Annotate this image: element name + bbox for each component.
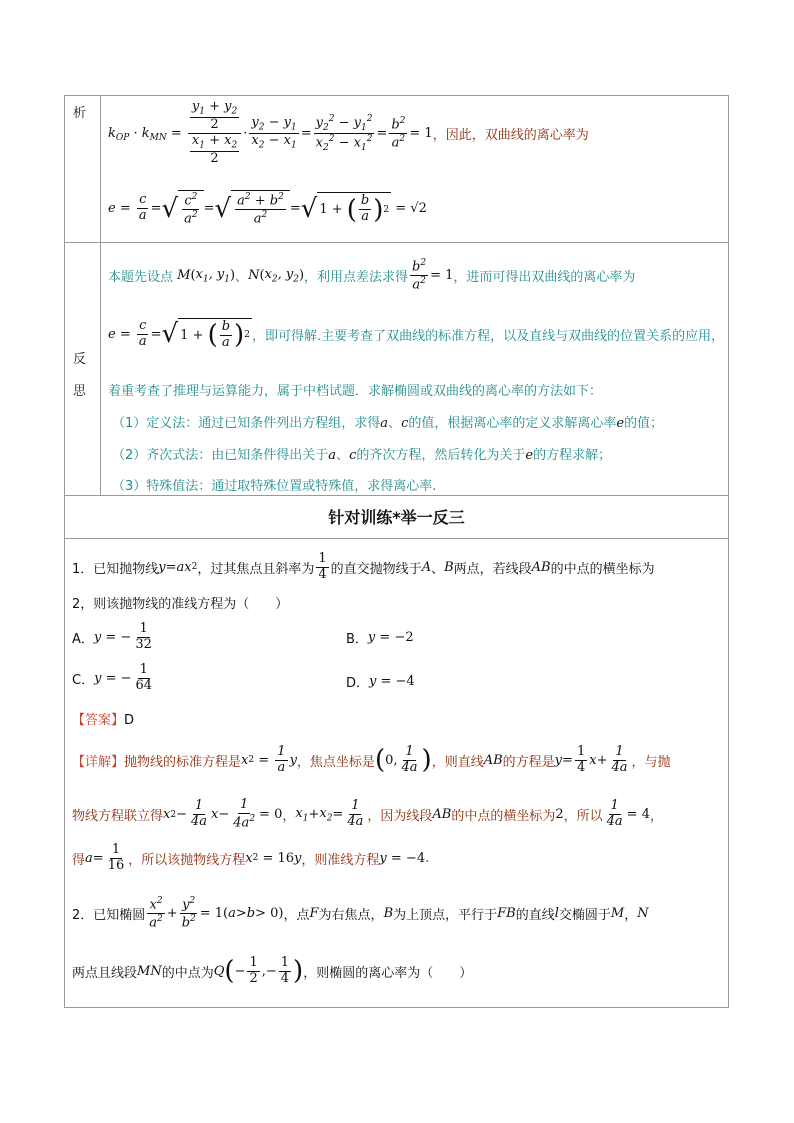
method-text: 、: [388, 416, 402, 431]
q2-text: 交椭圆于: [558, 908, 611, 924]
detail-text: ，: [649, 809, 663, 825]
detail-text: ，焦点坐标是: [296, 754, 375, 770]
reflection-text: 着重考查了推理与运算能力，属于中档试题．求解椭圆或双曲线的离心率的方法如下：: [108, 384, 603, 399]
q1-stem-line-1: 1．已知抛物线 y = ax 2 ，过其焦点且斜率为 $\frac{1}{4}$ 的直交抛物线于 A 、 B 两点，若线段 AB 的中点的横坐标为: [72, 551, 655, 582]
method-text: 的方程求解；: [533, 448, 612, 463]
method-text: 、: [336, 448, 350, 463]
answer-value: D: [124, 713, 135, 728]
detail-text: .: [425, 850, 430, 866]
detail-text: ，则直线: [431, 754, 484, 770]
label-column-divider: [100, 95, 101, 495]
q2-text: 的直线: [515, 908, 555, 924]
method-text: （1）定义法：通过已知条件列出方程组，求得: [112, 416, 381, 431]
analysis-formula-1: k $_{OP}$ · k $_{MN}$ = $\frac{\frac{y_1 + y_2}{2}}{\frac{x_1 + x_2}{2}}$ · $\frac{y_2 - y_1}{x_2 - x_1}$ = $\frac{y_2^2 - y_1^2}{x_2^2 - x_1^2}$ = $\frac{b^2}{a^2}$ = 1 ，因此，双曲线的离心率为: [108, 99, 589, 166]
row-divider: [64, 538, 729, 539]
q2-text: 两点且线段: [72, 965, 138, 981]
method-1: （1）定义法：通过已知条件列出方程组，求得a、c的值，根据离心率的定义求解离心率e的值；: [112, 416, 664, 431]
detail-line-1: 【详解】 抛物线的标准方程是 x 2 = $\frac{1}{a}$ y ，焦点坐标是 ( 0, $\frac{1}{4a}$ ) ，则直线 AB 的方程是 y = $\frac{1}{4}$ x + $\frac{1}{4a}$ ，与抛: [72, 744, 671, 776]
detail-text: 的中点的横坐标为: [451, 809, 556, 825]
analysis-text: ，因此，双曲线的离心率为: [432, 127, 589, 143]
detail-text: ，: [282, 809, 296, 825]
reflection-text: ，利用点差法求得: [304, 270, 409, 286]
detail-text: ，因为线段: [367, 809, 433, 825]
q2-text: 为上顶点，平行于: [393, 908, 498, 924]
row-divider: [64, 495, 729, 496]
q2-stem-line-1: 2．已知椭圆 $\frac{x^2}{a^2}$ + $\frac{y^2}{b^2}$ = 1( a > b > 0) ，点 F 为右焦点， B 为上顶点，平行于 FB 的直线 l 交椭圆于 M ， N: [72, 896, 649, 931]
option-c[interactable]: C． y = − $\frac{1}{64}$: [72, 662, 153, 693]
detail-text: ，则准线方程: [301, 852, 380, 868]
option-a[interactable]: A． y = − $\frac{1}{32}$: [72, 621, 152, 652]
row-divider: [64, 242, 729, 243]
option-label: B．: [346, 632, 368, 647]
method-2: （2）齐次式法：由已知条件得出关于a、c的齐次方程，然后转化为关于e的方程求解；: [112, 448, 612, 463]
detail-text: 物线方程联立得: [72, 809, 164, 825]
option-label: D．: [346, 676, 370, 691]
method-text: 的值；: [624, 416, 664, 431]
q1-text: 两点，若线段: [453, 561, 532, 577]
detail-text: 得: [72, 852, 86, 868]
eccentricity-formula: e = $\frac{c}{a}$ = √ $\frac{c^2}{a^2}$ = √ $\frac{a^2 + b^2}{a^2}$ = √ 1 + ( $\frac{b}{a}$ ) 2 = √2: [108, 192, 427, 227]
detail-text: ，所以该抛物线方程: [128, 852, 246, 868]
method-text: 的值，根据离心率的定义求解离心率: [408, 416, 617, 431]
q1-stem-line-2: 2，则该抛物线的准线方程为（ ）: [72, 597, 289, 612]
q2-text: 为右焦点，: [318, 908, 384, 924]
method-3: （3）特殊值法：通过取特殊位置或特殊值，求得离心率.: [112, 479, 437, 494]
q2-text: 2．已知椭圆: [72, 908, 146, 924]
detail-text: ，与抛: [631, 754, 671, 770]
detail-line-3: 得 a = $\frac{1}{16}$ ，所以该抛物线方程 x 2 = 16 y ，则准线方程 y = −4 .: [72, 842, 430, 873]
reflection-line-2: e = $\frac{c}{a}$ = √ 1 + ( $\frac{b}{a}$ ) 2 ，即可得解.主要考查了双曲线的标准方程，以及直线与双曲线的位置关系的应用，: [108, 318, 725, 351]
q1-text: ，过其焦点且斜率为: [197, 561, 315, 577]
q2-text: 的中点为: [161, 965, 214, 981]
q2-stem-line-2: 两点且线段 MN 的中点为 Q ( − $\frac{1}{2}$ ,− $\frac{1}{4}$ ) ，则椭圆的离心率为（ ）: [72, 955, 473, 987]
q1-text: 的直交抛物线于: [330, 561, 422, 577]
reflection-line-1: 本题先设点 M ( $x_1$, $y_1$ ) 、 N ( $x_2$, $y_2$ ) ，利用点差法求得 $\frac{b^2}{a^2}$ = 1 ，进而可得出双曲线的离心率为: [108, 258, 636, 293]
q2-text: ，则椭圆的离心率为（ ）: [303, 965, 473, 981]
q2-text: ，: [624, 908, 638, 924]
detail-text: 抛物线的标准方程是: [124, 754, 242, 770]
method-text: 的齐次方程，然后转化为关于: [356, 448, 526, 463]
reflection-label-1: 反: [73, 352, 87, 367]
detail-text: ，所以: [563, 809, 603, 825]
analysis-label: 析: [73, 106, 87, 121]
reflection-label-2: 思: [73, 384, 87, 399]
option-b[interactable]: B． y = −2: [346, 630, 414, 647]
option-d[interactable]: D． y = −4: [346, 674, 415, 691]
q2-text: ，点: [283, 908, 310, 924]
q1-text: 1．已知抛物线: [72, 561, 159, 577]
detail-line-2: 物线方程联立得 x 2 − $\frac{1}{4a}$ x − $\frac{1}{4a^2}$ = 0 ， $x_1$ + $x_2$ = $\frac{1}{4a}$ ，因为线段 AB 的中点的横坐标为 2 ，所以 $\frac{1}{4a}$ = 4 ，: [72, 797, 663, 831]
detail-text: 的方程是: [502, 754, 555, 770]
reflection-text: ，即可得解.主要考查了双曲线的标准方程，以及直线与双曲线的位置关系的应用，: [251, 328, 725, 344]
q1-text: 的中点的横坐标为: [550, 561, 655, 577]
option-label: C．: [72, 672, 95, 688]
detail-tag: 【详解】: [72, 754, 125, 770]
reflection-text: 本题先设点: [108, 270, 174, 286]
method-text: （2）齐次式法：由已知条件得出关于: [112, 448, 329, 463]
option-label: A．: [72, 631, 94, 647]
section-title: 针对训练*举一反三: [328, 508, 465, 527]
answer-line: [72, 709, 134, 728]
reflection-text: ，进而可得出双曲线的离心率为: [453, 270, 636, 286]
answer-tag: 【答案】: [72, 713, 125, 728]
